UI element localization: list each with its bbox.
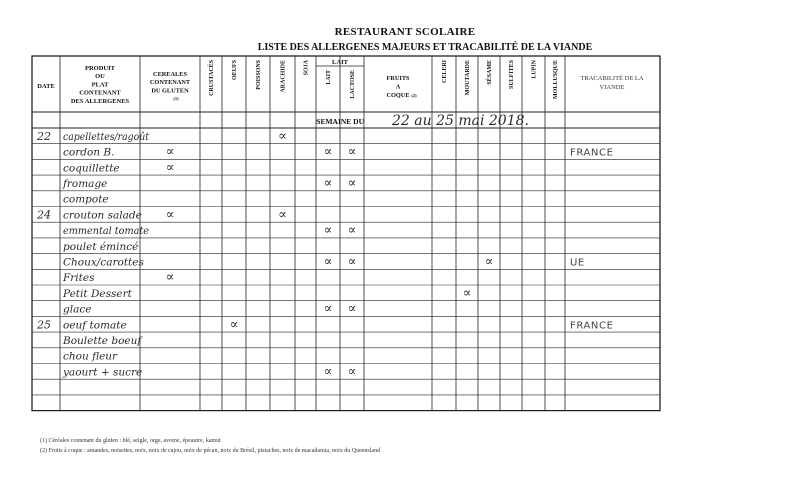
table-row xyxy=(62,364,356,379)
table-row xyxy=(62,286,471,301)
row-produit: oeuf tomate xyxy=(63,319,127,332)
table-row xyxy=(36,207,287,222)
footnote-2: (2) Fruits à coque : amandes, noisettes, noix, noix de cajou, noix de pécan, noix du Brésil, pistaches, noix de macadamia, noix du Queensland xyxy=(40,448,381,454)
header-fruits-note: (2) xyxy=(411,93,417,98)
row-produit: poulet émincé xyxy=(63,240,139,253)
allergen-mark-lait: ∝ xyxy=(323,254,333,270)
header-soja: SOJA xyxy=(303,60,310,76)
document-subtitle: LISTE DES ALLERGENES MAJEURS ET TRACABILITÉ DE LA VIANDE xyxy=(257,42,593,53)
header-produit-line: PRODUIT xyxy=(85,65,115,72)
table-row xyxy=(63,194,109,206)
header-celeri: CELERI xyxy=(442,60,449,84)
header-produit-line: CONTENANT xyxy=(79,89,121,97)
header-arachide: ARACHIDE xyxy=(280,60,287,93)
row-produit: Frites xyxy=(63,272,95,285)
allergen-mark-moutarde: ∝ xyxy=(462,285,472,301)
allergen-mark-cereales: ∝ xyxy=(165,207,175,223)
row-date: 22 xyxy=(37,129,51,143)
header-lactose: LACTOSE xyxy=(350,70,357,99)
allergen-mark-arachide: ∝ xyxy=(278,207,287,223)
allergen-mark-cereales: ∝ xyxy=(165,144,175,160)
row-produit: yaourt + sucre xyxy=(63,366,143,379)
row-produit: glace xyxy=(63,303,92,316)
header-lupin: LUPIN xyxy=(531,60,538,79)
row-produit: chou fleur xyxy=(63,350,118,363)
row-date: 24 xyxy=(37,208,51,222)
header-cereales-note: (1) xyxy=(173,96,179,101)
table-row xyxy=(63,351,118,363)
row-produit: Boulette boeuf xyxy=(63,334,142,347)
header-cereales-line: DU GLUTEN xyxy=(151,87,189,95)
header-lait: LAIT xyxy=(326,70,333,85)
header-moutarde: MOUTARDE xyxy=(465,60,472,96)
header-cereales-line: CEREALES xyxy=(153,71,187,78)
row-produit: emmental tomate xyxy=(63,225,149,238)
allergen-mark-cereales: ∝ xyxy=(165,160,175,176)
header-crustaces: CRUSTACÉS xyxy=(209,60,216,96)
table-row xyxy=(63,145,614,160)
table-row xyxy=(63,302,356,317)
row-produit: Choux/carottes xyxy=(63,256,144,269)
header-tracabilite-line: TRACABILITÉ DE LA xyxy=(580,75,644,82)
header-oeufs: OEUFS xyxy=(232,60,239,81)
row-produit: coquillette xyxy=(63,162,120,175)
row-produit: compote xyxy=(63,193,109,206)
table-row xyxy=(63,160,174,175)
allergen-mark-cereales: ∝ xyxy=(165,270,175,286)
row-produit: cordon B. xyxy=(63,146,115,159)
header-fruits-line: COQUE xyxy=(386,92,410,99)
row-produit: Petit Dessert xyxy=(63,287,132,300)
allergen-mark-sesame: ∝ xyxy=(484,254,494,270)
allergen-mark-lactose: ∝ xyxy=(347,254,357,270)
table-row xyxy=(62,176,356,191)
allergen-mark-lait: ∝ xyxy=(323,144,333,160)
row-date: 25 xyxy=(37,318,51,332)
row-tracabilite: UE xyxy=(570,257,585,269)
header-produit-line: OU xyxy=(95,73,105,81)
allergen-mark-oeufs: ∝ xyxy=(229,317,239,333)
allergen-mark-lait: ∝ xyxy=(323,364,333,380)
semaine-value: 22 au 25 mai 2018. xyxy=(392,113,529,129)
allergen-mark-arachide: ∝ xyxy=(278,128,287,144)
table-row xyxy=(62,335,143,347)
header-date: DATE xyxy=(37,83,55,90)
semaine-label: SEMAINE DU xyxy=(316,117,364,126)
allergen-mark-lait: ∝ xyxy=(323,175,333,191)
table-row xyxy=(63,241,138,253)
allergen-mark-lait: ∝ xyxy=(323,301,333,317)
header-fruits-line: A xyxy=(395,83,401,91)
document-title: RESTAURANT SCOLAIRE xyxy=(334,26,476,38)
row-tracabilite: FRANCE xyxy=(570,147,614,159)
row-produit: capellettes/ragoût xyxy=(63,130,150,143)
header-lait-group: LAIT xyxy=(332,59,348,66)
table-row xyxy=(63,223,356,238)
table-row xyxy=(36,129,287,144)
allergen-mark-lactose: ∝ xyxy=(347,144,357,160)
row-produit: crouton salade xyxy=(63,209,142,222)
allergen-mark-lactose: ∝ xyxy=(347,364,357,380)
table-row xyxy=(62,270,174,285)
header-produit-line: DES ALLERGENES xyxy=(70,97,130,105)
table-row xyxy=(36,317,614,332)
row-produit: fromage xyxy=(63,177,108,190)
header-poissons: POISSONS xyxy=(256,60,263,90)
header-sulfites: SULFITES xyxy=(509,60,516,90)
header-cereales-line: CONTENANT xyxy=(149,79,191,87)
allergen-mark-lactose: ∝ xyxy=(347,223,357,239)
header-produit-line: PLAT xyxy=(91,81,109,89)
allergen-mark-lait: ∝ xyxy=(323,223,333,239)
row-tracabilite: FRANCE xyxy=(570,320,614,332)
footnote-1: (1) Céréales contenant du gluten : blé, seigle, orge, avoine, épeautre, kamut xyxy=(40,438,221,444)
table-row xyxy=(63,254,585,269)
header-mollusque: MOLLUSQUE xyxy=(553,60,560,100)
header-tracabilite-line: VIANDE xyxy=(599,84,625,91)
header-fruits-line: FRUITS xyxy=(386,75,410,82)
allergen-mark-lactose: ∝ xyxy=(347,301,357,317)
allergen-mark-lactose: ∝ xyxy=(347,175,357,191)
header-sesame: SÉSAME xyxy=(487,60,494,85)
